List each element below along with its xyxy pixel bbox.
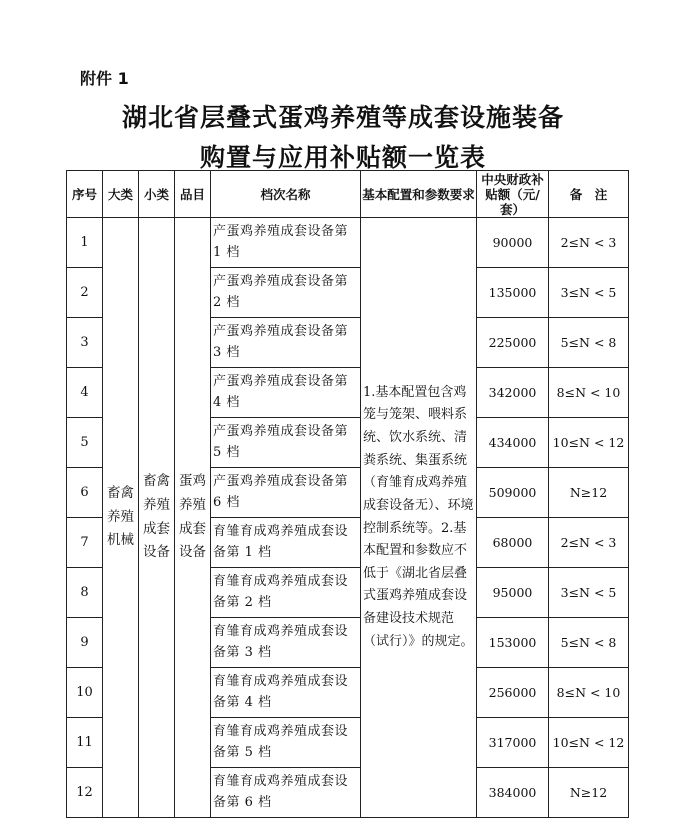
row-grade-name: 产蛋鸡养殖成套设备第 1 档 — [211, 218, 361, 268]
row-remark: 8≤N < 10 — [549, 368, 629, 418]
row-remark: 5≤N < 8 — [549, 618, 629, 668]
header-config: 基本配置和参数要求 — [361, 171, 477, 218]
row-grade-name: 育雏育成鸡养殖成套设备第 2 档 — [211, 568, 361, 618]
row-subsidy: 434000 — [477, 418, 549, 468]
row-remark: 3≤N < 5 — [549, 568, 629, 618]
row-subsidy: 384000 — [477, 768, 549, 818]
table-body — [67, 218, 629, 818]
row-remark: 10≤N < 12 — [549, 718, 629, 768]
row-seq: 6 — [67, 468, 103, 518]
row-seq: 12 — [67, 768, 103, 818]
row-seq: 2 — [67, 268, 103, 318]
row-grade-name: 育雏育成鸡养殖成套设备第 1 档 — [211, 518, 361, 568]
row-grade-name: 产蛋鸡养殖成套设备第 4 档 — [211, 368, 361, 418]
row-subsidy: 256000 — [477, 668, 549, 718]
row-subsidy: 68000 — [477, 518, 549, 568]
header-subcategory: 小类 — [139, 171, 175, 218]
row-subsidy: 225000 — [477, 318, 549, 368]
document-title-line-2: 购置与应用补贴额一览表 — [199, 143, 486, 172]
attachment-label: 附件 1 — [80, 69, 129, 88]
table-header-row — [67, 171, 629, 218]
row-grade-name: 育雏育成鸡养殖成套设备第 4 档 — [211, 668, 361, 718]
row-subsidy: 135000 — [477, 268, 549, 318]
row-subsidy: 95000 — [477, 568, 549, 618]
header-category: 大类 — [103, 171, 139, 218]
item-cell: 蛋鸡养殖成套设备 — [175, 218, 211, 818]
row-grade-name: 产蛋鸡养殖成套设备第 6 档 — [211, 468, 361, 518]
row-grade-name: 育雏育成鸡养殖成套设备第 5 档 — [211, 718, 361, 768]
header-seq: 序号 — [67, 171, 103, 218]
row-subsidy: 90000 — [477, 218, 549, 268]
row-subsidy: 317000 — [477, 718, 549, 768]
row-seq: 5 — [67, 418, 103, 468]
header-remarks: 备 注 — [549, 171, 629, 218]
row-seq: 9 — [67, 618, 103, 668]
row-subsidy: 153000 — [477, 618, 549, 668]
row-seq: 3 — [67, 318, 103, 368]
row-remark: 2≤N < 3 — [549, 218, 629, 268]
row-remark: N≥12 — [549, 468, 629, 518]
row-remark: N≥12 — [549, 768, 629, 818]
row-seq: 4 — [67, 368, 103, 418]
subcategory-cell: 畜禽养殖成套设备 — [139, 218, 175, 818]
category-cell: 畜禽养殖机械 — [103, 218, 139, 818]
row-seq: 8 — [67, 568, 103, 618]
row-seq: 11 — [67, 718, 103, 768]
header-item: 品目 — [175, 171, 211, 218]
row-seq: 7 — [67, 518, 103, 568]
subsidy-table — [66, 170, 629, 818]
row-grade-name: 产蛋鸡养殖成套设备第 3 档 — [211, 318, 361, 368]
row-remark: 5≤N < 8 — [549, 318, 629, 368]
row-grade-name: 产蛋鸡养殖成套设备第 2 档 — [211, 268, 361, 318]
row-remark: 10≤N < 12 — [549, 418, 629, 468]
row-subsidy: 342000 — [477, 368, 549, 418]
table-row — [67, 218, 629, 268]
document-title-line-1: 湖北省层叠式蛋鸡养殖等成套设施装备 — [121, 103, 564, 132]
row-grade-name: 育雏育成鸡养殖成套设备第 6 档 — [211, 768, 361, 818]
row-grade-name: 育雏育成鸡养殖成套设备第 3 档 — [211, 618, 361, 668]
row-remark: 8≤N < 10 — [549, 668, 629, 718]
row-subsidy: 509000 — [477, 468, 549, 518]
row-grade-name: 产蛋鸡养殖成套设备第 5 档 — [211, 418, 361, 468]
row-remark: 2≤N < 3 — [549, 518, 629, 568]
header-grade-name: 档次名称 — [211, 171, 361, 218]
row-remark: 3≤N < 5 — [549, 268, 629, 318]
header-subsidy: 中央财政补贴额（元/套） — [477, 171, 549, 218]
row-seq: 1 — [67, 218, 103, 268]
row-seq: 10 — [67, 668, 103, 718]
config-requirements-cell: 1.基本配置包含鸡笼与笼架、喂料系统、饮水系统、清粪系统、集蛋系统（育雏育成鸡养殖成套设备无）、环境控制系统等。2.基本配置和参数应不低于《湖北省层叠式蛋鸡养殖成套设备建设技术规范（试行）》的规定。 — [361, 218, 477, 818]
